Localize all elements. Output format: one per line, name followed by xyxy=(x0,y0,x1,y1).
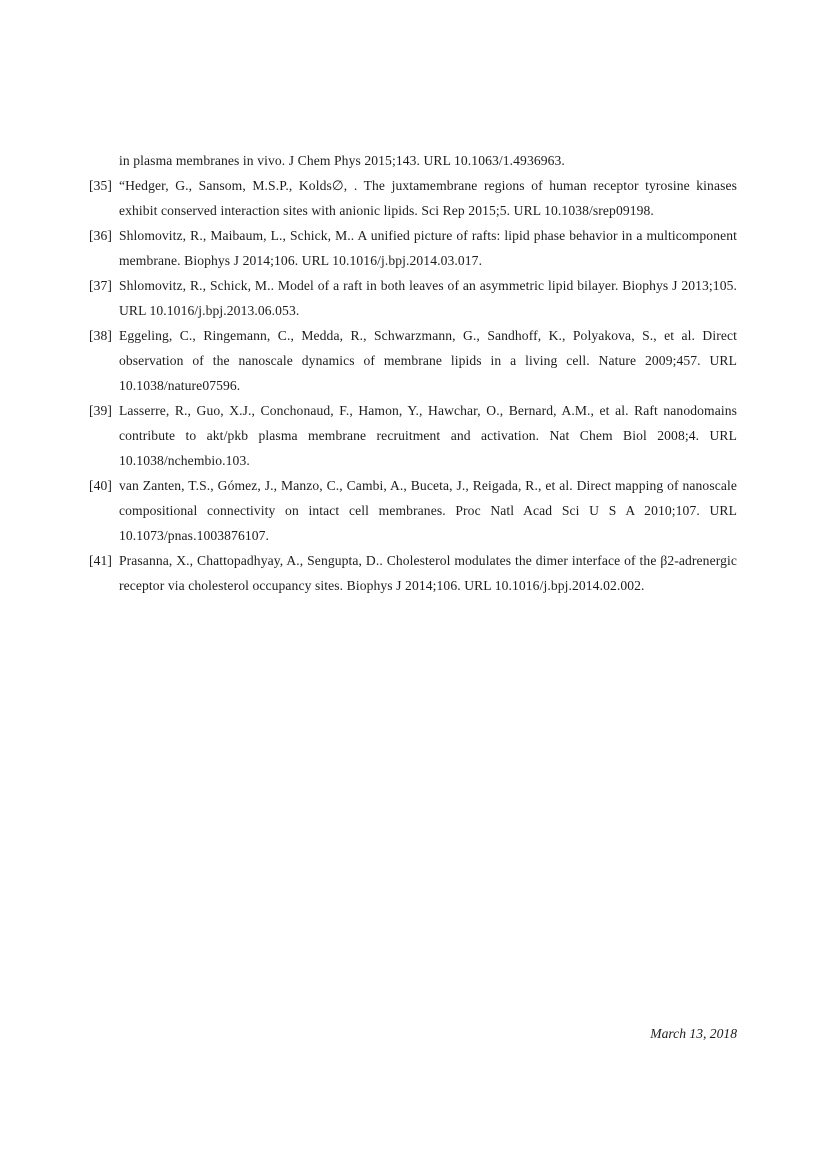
reference-text: “Hedger, G., Sansom, M.S.P., Kolds∅, . The juxtamembrane regions of human receptor tyrosine kinases exhibit conserved interaction sites with anionic lipids. Sci Rep 2015;5. URL 10.1038/srep09198. xyxy=(119,178,737,218)
reference-item-37 xyxy=(89,273,737,323)
reference-item-36 xyxy=(89,223,737,273)
reference-text: Lasserre, R., Guo, X.J., Conchonaud, F., Hamon, Y., Hawchar, O., Bernard, A.M., et al. Raft nanodomains contribute to akt/pkb plasma membrane recruitment and activation. Nat Chem Biol 2008;4. URL 10.1038/nchembio.103. xyxy=(119,403,737,468)
reference-label: [35] xyxy=(89,178,113,193)
reference-item-35 xyxy=(89,173,737,223)
reference-continuation-line xyxy=(89,148,737,173)
reference-item-39 xyxy=(89,398,737,473)
reference-label: [41] xyxy=(89,553,113,568)
reference-label: [37] xyxy=(89,278,113,293)
reference-text: in plasma membranes in vivo. J Chem Phys 2015;143. URL 10.1063/1.4936963. xyxy=(119,153,565,168)
reference-label: [40] xyxy=(89,478,113,493)
reference-item-38 xyxy=(89,323,737,398)
reference-label: [38] xyxy=(89,328,113,343)
reference-text: Shlomovitz, R., Maibaum, L., Schick, M.. A unified picture of rafts: lipid phase behavior in a multicomponent membrane. Biophys J 2014;106. URL 10.1016/j.bpj.2014.03.017. xyxy=(119,228,737,268)
reference-text: Shlomovitz, R., Schick, M.. Model of a raft in both leaves of an asymmetric lipid bilayer. Biophys J 2013;105. URL 10.1016/j.bpj.2013.06.053. xyxy=(119,278,737,318)
reference-text: Eggeling, C., Ringemann, C., Medda, R., Schwarzmann, G., Sandhoff, K., Polyakova, S., et al. Direct observation of the nanoscale dynamics of membrane lipids in a living cell. Nature 2009;457. URL 10.1038/nature07596. xyxy=(119,328,737,393)
reference-label: [36] xyxy=(89,228,113,243)
reference-text: Prasanna, X., Chattopadhyay, A., Sengupta, D.. Cholesterol modulates the dimer interface of the β2-adrenergic receptor via cholesterol occupancy sites. Biophys J 2014;106. URL 10.1016/j.bpj.2014.02.002. xyxy=(119,553,737,593)
reference-item-41 xyxy=(89,548,737,598)
footer-date: March 13, 2018 xyxy=(650,1026,737,1041)
reference-label: [39] xyxy=(89,403,113,418)
references-list xyxy=(89,148,737,598)
reference-text: van Zanten, T.S., Gómez, J., Manzo, C., Cambi, A., Buceta, J., Reigada, R., et al. Direct mapping of nanoscale compositional connectivity on intact cell membranes. Proc Natl Acad Sci U S A 2010;107. URL 10.1073/pnas.1003876107. xyxy=(119,478,737,543)
reference-item-40 xyxy=(89,473,737,548)
